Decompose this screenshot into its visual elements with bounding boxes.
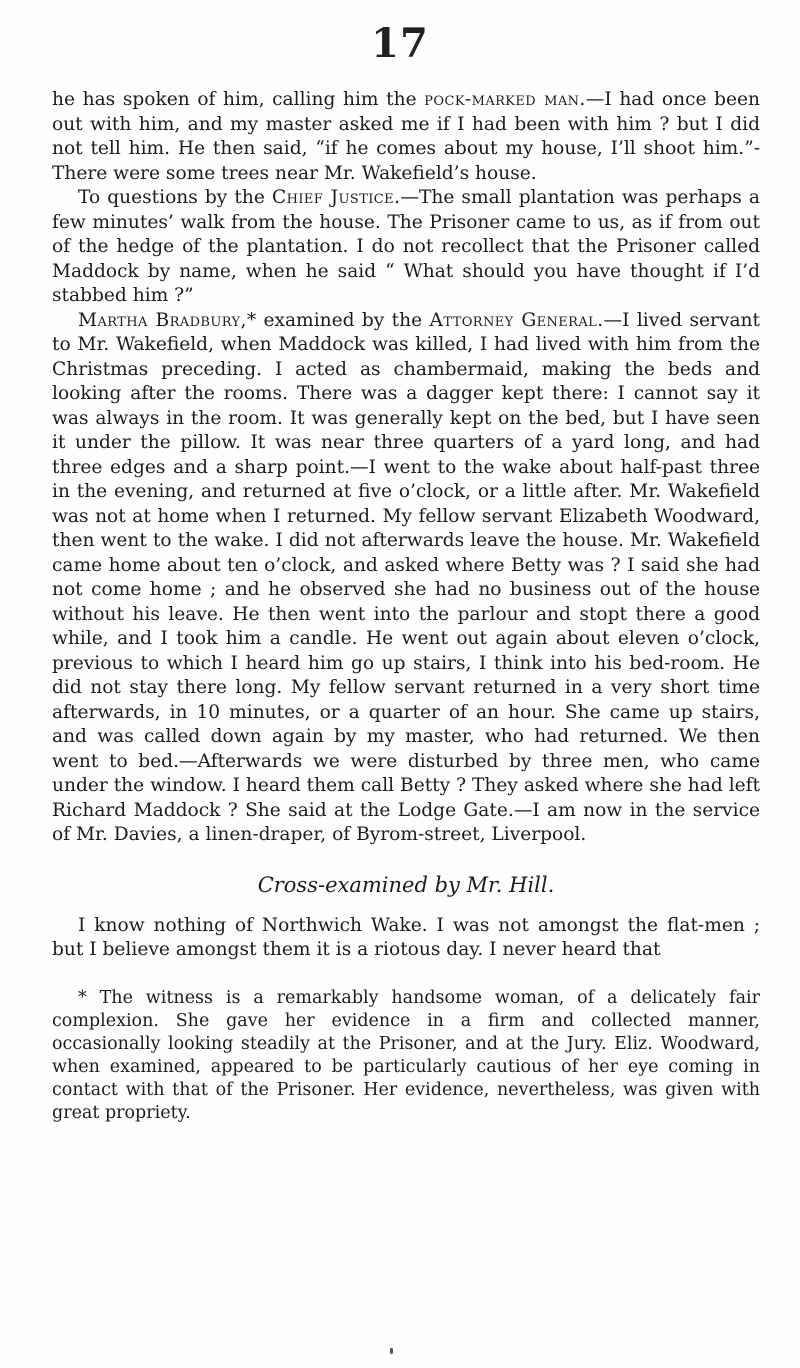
section-heading: Cross-examined by Mr. Hill.	[257, 872, 555, 897]
cross-examination-paragraph: I know nothing of Northwich Wake. I was not amongst the flat-men ; but I believe amongst them it is a riotous day. I never heard that	[52, 914, 760, 960]
text-run: he has spoken of him, calling him the	[52, 89, 425, 110]
page-number: 17	[371, 20, 429, 67]
text-run: * examined by the	[246, 309, 430, 331]
text-run-small-caps: Attorney General.	[429, 309, 604, 331]
text-run: —I lived servant to Mr. Wakefield, when Maddock was killed, I had lived with him from the Christmas preceding. I acted as chambermaid, making the beds and looking after the rooms. There was a dagger kept there: I cannot say it was always in the room. It was generally kept on the bed, but I have seen it under the pillow. It was near three quarters of a yard long, and had three edges and a sharp point.—I went to the wake about half-past three in the evening, and returned at five o’clock, or a little after. Mr. Wakefield was not at home when I returned. My fellow servant Elizabeth Woodward, then went to the wake. I did not afterwards leave the house. Mr. Wakefield came home about ten o’clock, and asked where Betty was ? I said she had not come home ; and he observed she had no business out of the house without his leave. He then went into the parlour and stopt there a good while, and I took him a candle. He went out again about eleven o’clock, previous to which I heard him go up stairs, I think into his bed-room. He did not stay there long. My fellow servant returned in a very short time afterwards, in 10 minutes, or a quarter of an hour. She came up stairs, and was called down again by my master, who had returned. We then went to bed.—Afterwards we were disturbed by three men, who came under the window. I heard them call Betty ? They asked where she had left Richard Maddock ? She said at the Lodge Gate.—I am now in the service of Mr. Davies, a linen-draper, of Byrom-street, Liverpool.	[52, 309, 760, 845]
text-run: —The small plantation was perhaps a few minutes’ walk from the house. The Prisoner came to us, as if from out of the hedge of the plantation. I do not recollect that the Prisoner called Maddock by name, when he said “ What should you have thought if I’d stabbed him ?”	[52, 187, 760, 306]
paragraph-3	[52, 309, 760, 848]
page-body	[52, 88, 760, 1125]
print-speck	[390, 1348, 393, 1354]
text-run-small-caps: Martha Bradbury,	[78, 309, 247, 331]
paragraph-1	[52, 88, 760, 186]
footnote: * The witness is a remarkably handsome woman, of a delicately fair complexion. She gave her evidence in a firm and collected manner, occasionally looking steadily at the Prisoner, and at the Jury. Eliz. Woodward, when examined, appeared to be particularly cautious of her eye coming in contact with that of the Prisoner. Her evidence, nevertheless, was given with great propriety.	[52, 987, 760, 1123]
text-run: —I had once been out with him, and my master asked me if I had been with him ? but I did not tell him. He then said, “if he comes about my house, I’ll shoot him.”-There were some trees near Mr. Wakefield’s house.	[52, 89, 761, 184]
paragraph-2	[52, 186, 760, 309]
text-run-small-caps: pock-marked man.	[424, 89, 586, 110]
text-run: To questions by the	[78, 187, 272, 208]
text-run-small-caps: Chief Justice.	[271, 187, 401, 208]
